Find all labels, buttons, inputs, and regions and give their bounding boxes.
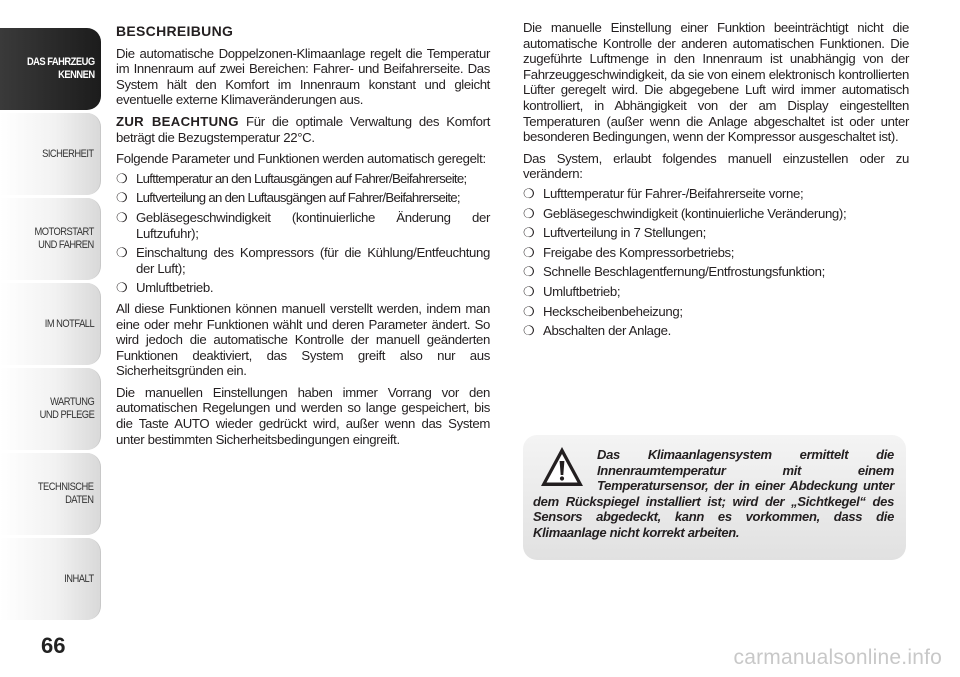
bullet-list [523,186,909,339]
list-item-text: Umluftbetrieb. [136,280,214,296]
bullet-icon: ❍ [116,280,128,296]
list-item-text: Abschalten der Anlage. [543,323,671,339]
tab-wartung-und-pflege[interactable] [0,368,101,450]
chapter-sidebar [0,28,101,623]
page-number: 66 [41,633,66,658]
list-item [116,280,490,296]
list-item [116,171,490,187]
bullet-icon: ❍ [116,190,128,206]
list-item-text: Schnelle Beschlagentfernung/Entfrostungsfunktion; [543,264,825,280]
paragraph: Die manuelle Einstellung einer Funktion beeinträchtigt nicht die automatische Kontrolle der anderen automatischen Funktionen. Die zugeführte Luftmenge in den Innenraum ist unabhängig von der Fahrzeuggeschwindigkeit, da sie von einem elektronisch kontrollierten Lüfter geregelt wird. Die abgegebene Luft wird immer automatisch kontrolliert, in Abhängigkeit von der am Display eingestellten Temperaturen (außer wenn die Anlage abgeschaltet ist oder unter besonderen Bedingungen, wenn der Kompressor ausgeschaltet ist). [523,20,909,145]
right-column [523,20,909,344]
list-item [523,323,909,339]
bullet-icon: ❍ [523,283,535,299]
tab-inhalt[interactable] [0,538,101,620]
bullet-list [116,171,490,296]
paragraph: Die manuellen Einstellungen haben immer Vorrang vor den automatischen Regelungen und werden so lange gespeichert, bis die Taste AUTO wieder gedrückt wird, außer wenn das System unter bestimmten Sicherheitsbedingungen eingreift. [116,384,490,447]
tab-sicherheit[interactable] [0,113,101,195]
watermark: carmanualsonline.info [733,646,942,669]
tab-im-notfall[interactable] [0,283,101,365]
paragraph: Folgende Parameter und Funktionen werden automatisch geregelt: [116,151,486,167]
list-item [523,225,909,241]
tab-motorstart-und-fahren[interactable] [0,198,101,280]
tab-das-fahrzeug-kennen[interactable] [0,28,101,110]
left-column [116,24,490,453]
bullet-icon: ❍ [523,225,535,241]
tab-label: SICHERHEIT [42,147,94,160]
tab-technische-daten[interactable] [0,453,101,535]
section-heading: BESCHREIBUNG [116,23,234,39]
list-item [523,206,909,222]
bullet-icon: ❍ [523,323,535,339]
warning-triangle-icon [539,445,585,489]
paragraph: Die automatische Doppelzonen-Klimaanlage regelt die Temperatur im Innenraum auf zwei Bereichen: Fahrer- und Beifahrerseite. Das System hält den Komfort im Innenraum konstant und gleicht eventuelle externe Klimaveränderungen aus. [116,45,490,108]
tab-label: DAS FAHRZEUG KENNEN [27,56,95,81]
note-label: ZUR BEACHTUNG [116,113,239,129]
warning-text: Das Klimaanlagensystem ermittelt die Innenraumtemperatur mit einem Temperatursensor, der in einer Abdeckung unter dem Rückspiegel installiert ist; wird der „Sichtkegel“ des Sensors abgedeckt, kann es vorkommen, dass die Klimaanlage nicht korrekt arbeiten. [533,447,894,540]
tab-label: INHALT [64,572,94,585]
note-paragraph [116,114,490,145]
list-item-text: Luftverteilung an den Luftausgängen auf Fahrer/Beifahrerseite; [136,190,460,206]
list-item [523,245,909,261]
list-item [523,304,909,320]
list-item-text: Gebläsegeschwindigkeit (kontinuierliche Änderung der Luftzufuhr); [136,209,490,241]
bullet-icon: ❍ [523,303,535,319]
bullet-icon: ❍ [523,185,535,201]
list-item [523,186,909,202]
paragraph: All diese Funktionen können manuell verstellt werden, indem man eine oder mehr Funktionen wählt und deren Parameter ändert. So wird jedoch die automatische Kontrolle der manuell geänderten Funktionen deaktiviert, das System greift also nur aus Sicherheitsgründen ein. [116,300,490,379]
bullet-icon: ❍ [523,244,535,260]
list-item [116,210,490,241]
paragraph: Das System, erlaubt folgendes manuell einzustellen oder zu verändern: [523,150,909,182]
bullet-icon: ❍ [116,245,128,261]
tab-label: MOTORSTART UND FAHREN [34,226,94,251]
list-item [523,284,909,300]
tab-label: TECHNISCHE DATEN [38,481,94,506]
list-item-text: Einschaltung des Kompressors (für die Kühlung/Entfeuchtung der Luft); [136,245,490,276]
list-item [523,264,909,280]
list-item-text: Freigabe des Kompressorbetriebs; [543,244,735,260]
bullet-icon: ❍ [523,264,535,280]
list-item [116,245,490,276]
list-item [116,190,490,206]
list-item-text: Heckscheibenbeheizung; [543,303,683,319]
warning-box [523,435,906,560]
list-item-text: Gebläsegeschwindigkeit (kontinuierliche Veränderung); [543,205,847,221]
bullet-icon: ❍ [116,170,128,186]
list-item-text: Luftverteilung in 7 Stellungen; [543,225,706,241]
bullet-icon: ❍ [116,209,128,225]
list-item-text: Lufttemperatur an den Luftausgängen auf Fahrer/Beifahrerseite; [136,170,467,186]
note-text: Für die optimale Verwaltung des Komfort beträgt die Bezugstemperatur 22°C. [116,113,491,145]
list-item-text: Lufttemperatur für Fahrer-/Beifahrerseite vorne; [543,185,804,201]
tab-label: WARTUNG UND PFLEGE [39,396,94,421]
list-item-text: Umluftbetrieb; [543,283,621,299]
tab-label: IM NOTFALL [44,317,94,330]
bullet-icon: ❍ [523,205,535,221]
